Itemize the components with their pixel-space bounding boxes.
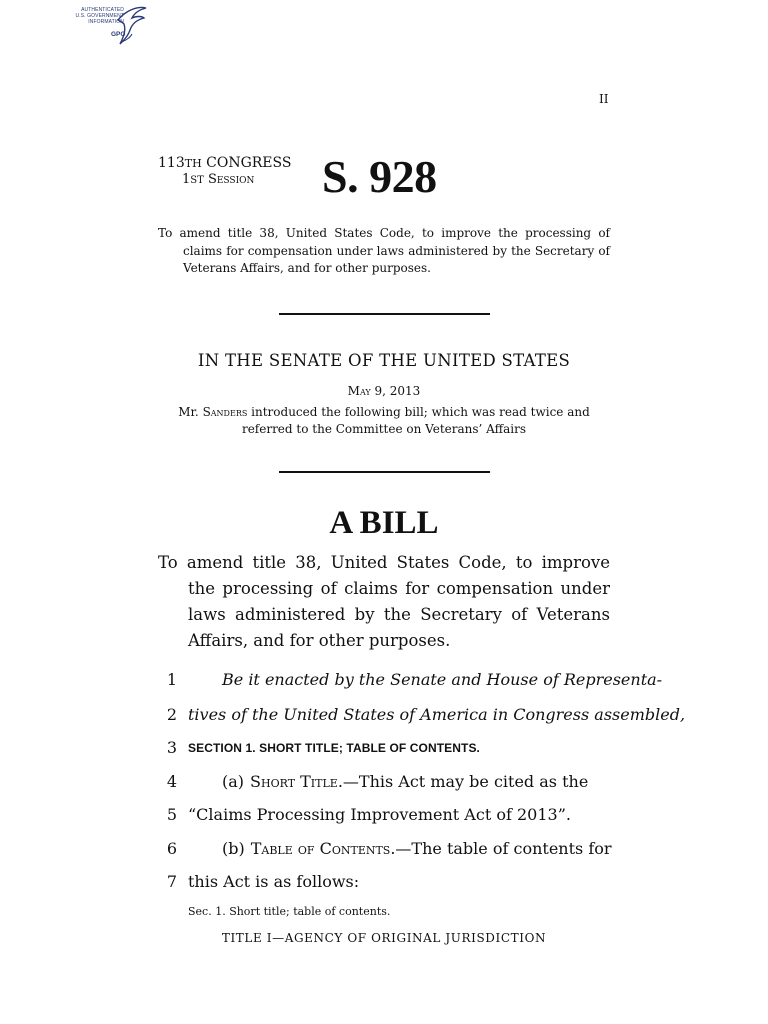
subsection-a-heading: Short Title — [250, 772, 338, 791]
congress-number: 113 — [158, 155, 185, 171]
subsection-a-line — [222, 772, 610, 791]
subsection-a-marker: (a) — [222, 772, 245, 791]
bill-number: S. 928 — [322, 151, 437, 202]
introduction-text — [158, 404, 610, 438]
senate-heading: IN THE SENATE OF THE UNITED STATES — [197, 351, 571, 370]
sponsor-title: Mr. — [178, 405, 199, 419]
purpose-summary: To amend title 38, United States Code, to improve the processing of claims for compensation under laws administered by the Secretary of Veterans Affairs, and for other purposes. — [158, 226, 610, 275]
subsection-a-text: .—This Act may be cited as the — [337, 772, 589, 791]
enacting-clause-line-2: tives of the United States of America in Congress assembled, — [188, 705, 686, 724]
logo-line-1: AUTHENTICATED — [81, 7, 124, 13]
line-number: 5 — [166, 805, 177, 824]
congress-suffix: TH — [184, 157, 202, 170]
toc-title-heading: TITLE I—AGENCY OF ORIGINAL JURISDICTION — [221, 931, 547, 945]
session-suffix: ST — [190, 175, 204, 186]
subsection-b-marker: (b) — [222, 839, 245, 858]
line-number: 2 — [166, 705, 177, 724]
bill-heading: A BILL — [329, 505, 439, 541]
line-number: 4 — [166, 772, 177, 791]
section-heading: SECTION 1. SHORT TITLE; TABLE OF CONTENTS. — [188, 741, 480, 755]
subsection-b-text: .—The table of contents for — [390, 839, 612, 858]
purpose-long: To amend title 38, United States Code, to improve the processing of claims for compensation under laws administered by the Secretary of Veterans Affairs, and for other purposes. — [158, 553, 610, 650]
line-number: 1 — [166, 670, 177, 689]
line-number: 6 — [166, 839, 177, 858]
toc-entry: Sec. 1. Short title; table of contents. — [188, 905, 391, 918]
page-mark: II — [599, 92, 609, 106]
session-number: 1 — [182, 172, 191, 187]
enacting-clause-line-1: Be it enacted by the Senate and House of Representa- — [222, 670, 663, 689]
divider-bottom — [279, 471, 490, 473]
congress-label — [158, 155, 291, 172]
logo-line-2: U.S. GOVERNMENT — [75, 13, 124, 19]
session-label — [182, 172, 254, 187]
sponsor-name: Sanders — [202, 405, 248, 419]
line-number: 7 — [166, 872, 177, 891]
short-title-line: “Claims Processing Improvement Act of 2013”. — [188, 805, 571, 824]
congress-word: CONGRESS — [206, 155, 292, 171]
toc-intro-line: this Act is as follows: — [188, 872, 360, 891]
subsection-b-heading: Table of Contents — [250, 839, 391, 858]
session-word: Session — [207, 172, 255, 187]
logo-line-3: INFORMATION — [88, 19, 124, 25]
divider-top — [279, 313, 490, 315]
gpo-label: GPO — [111, 31, 126, 38]
introduction-date: May 9, 2013 — [347, 384, 421, 398]
line-number: 3 — [166, 738, 177, 757]
gpo-authentication-logo — [62, 4, 148, 48]
subsection-b-line — [222, 839, 610, 858]
eagle-icon — [116, 6, 148, 46]
introduction-body: introduced the following bill; which was read twice and referred to the Committee on Veterans’ Affairs — [241, 405, 590, 436]
